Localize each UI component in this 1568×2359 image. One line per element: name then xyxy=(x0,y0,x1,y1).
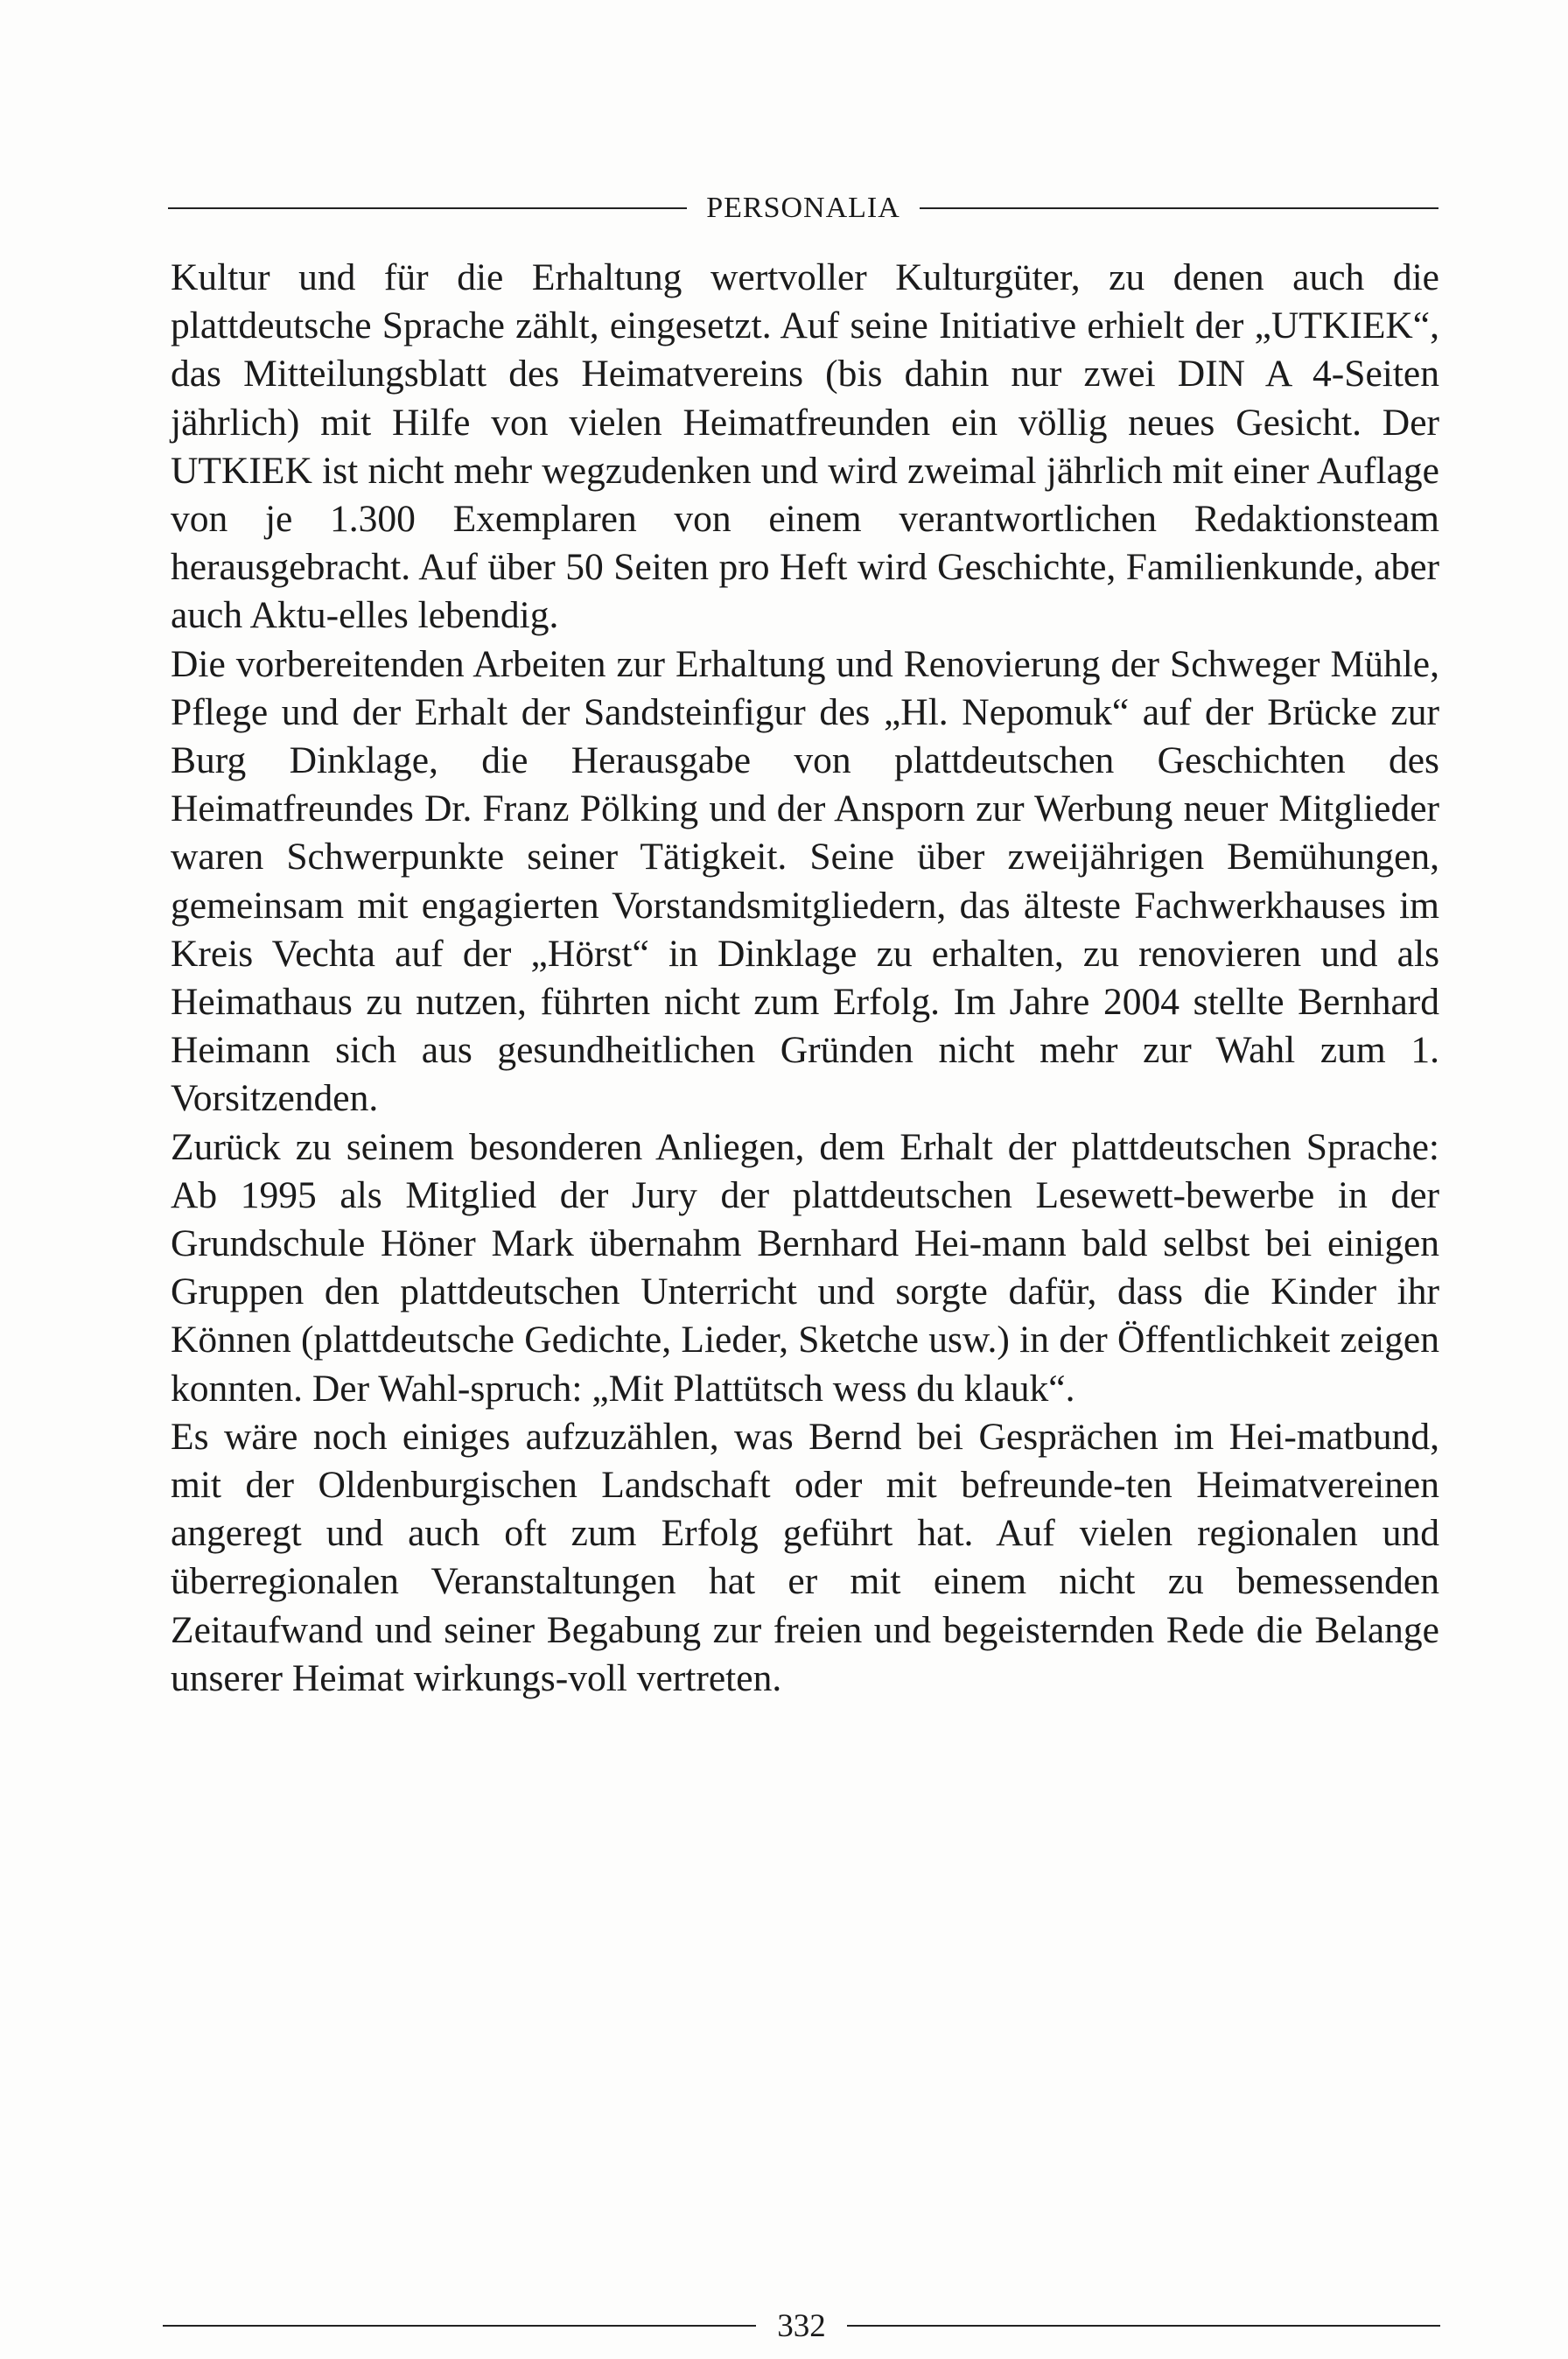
paragraph-3: Zurück zu seinem besonderen Anliegen, dem Erhalt der plattdeutschen Sprache: Ab 1995 als Mitglied der Jury der plattdeutschen Lesewett-bewerbe in der Grundschule Höner Mark übernahm Bernhard Hei-mann bald selbst bei einigen Gruppen den plattdeutschen Unterricht und sorgte dafür, dass die Kinder ihr Können (plattdeutsche Gedichte, Lieder, Sketche usw.) in der Öffentlichkeit zeigen konnten. Der Wahl-spruch: „Mit Plattütsch wess du klauk“. xyxy=(171,1125,1439,1410)
paragraph-4: Es wäre noch einiges aufzuzählen, was Bernd bei Gesprächen im Hei-matbund, mit der Oldenburgischen Landschaft oder mit befreunde-ten Heimatvereinen angeregt und auch oft zum Erfolg geführt hat. Auf vielen regionalen und überregionalen Veranstaltungen hat er mit einem nicht zu bemessenden Zeitaufwand und seiner Begabung zur freien und begeisternden Rede die Belange unserer Heimat wirkungs-voll vertreten. xyxy=(171,1415,1439,1699)
paragraph-1: Kultur und für die Erhaltung wertvoller Kulturgüter, zu denen auch die plattdeutsche Sprache zählt, eingesetzt. Auf seine Initiative erhielt der „UTKIEK“, das Mitteilungsblatt des Heimatvereins (bis dahin nur zwei DIN A 4-Seiten jährlich) mit Hilfe von vielen Heimatfreunden ein völlig neues Gesicht. Der UTKIEK ist nicht mehr wegzudenken und wird zweimal jährlich mit einer Auflage von je 1.300 Exemplaren von einem verantwortlichen Redaktionsteam herausgebracht. Auf über 50 Seiten pro Heft wird Geschichte, Familienkunde, aber auch Aktu-elles lebendig. xyxy=(171,256,1439,637)
paragraph-2: Die vorbereitenden Arbeiten zur Erhaltung und Renovierung der Schweger Mühle, Pflege und der Erhalt der Sandsteinfigur des „Hl. Nepomuk“ auf der Brücke zur Burg Dinklage, die Herausgabe von plattdeutschen Geschichten des Heimatfreundes Dr. Franz Pölking und der Ansporn zur Werbung neuer Mitglieder waren Schwerpunkte seiner Tätigkeit. Seine über zweijährigen Bemühungen, gemeinsam mit engagierten Vorstandsmitgliedern, das älteste Fachwerkhauses im Kreis Vechta auf der „Hörst“ in Dinklage zu erhalten, zu renovieren und als Heimathaus zu nutzen, führten nicht zum Erfolg. Im Jahre 2004 stellte Bernhard Heimann sich aus gesundheitlichen Gründen nicht mehr zur Wahl zum 1. Vorsitzenden. xyxy=(171,642,1439,1120)
running-title: PERSONALIA xyxy=(706,192,900,224)
footer-rule-right xyxy=(847,2325,1440,2327)
page-number: 332 xyxy=(777,2307,826,2344)
body-text xyxy=(171,254,1439,1703)
header-rule-left xyxy=(168,207,687,209)
running-header xyxy=(168,191,1438,226)
page-footer xyxy=(163,2306,1440,2345)
footer-rule-left xyxy=(163,2325,756,2327)
header-rule-right xyxy=(920,207,1438,209)
